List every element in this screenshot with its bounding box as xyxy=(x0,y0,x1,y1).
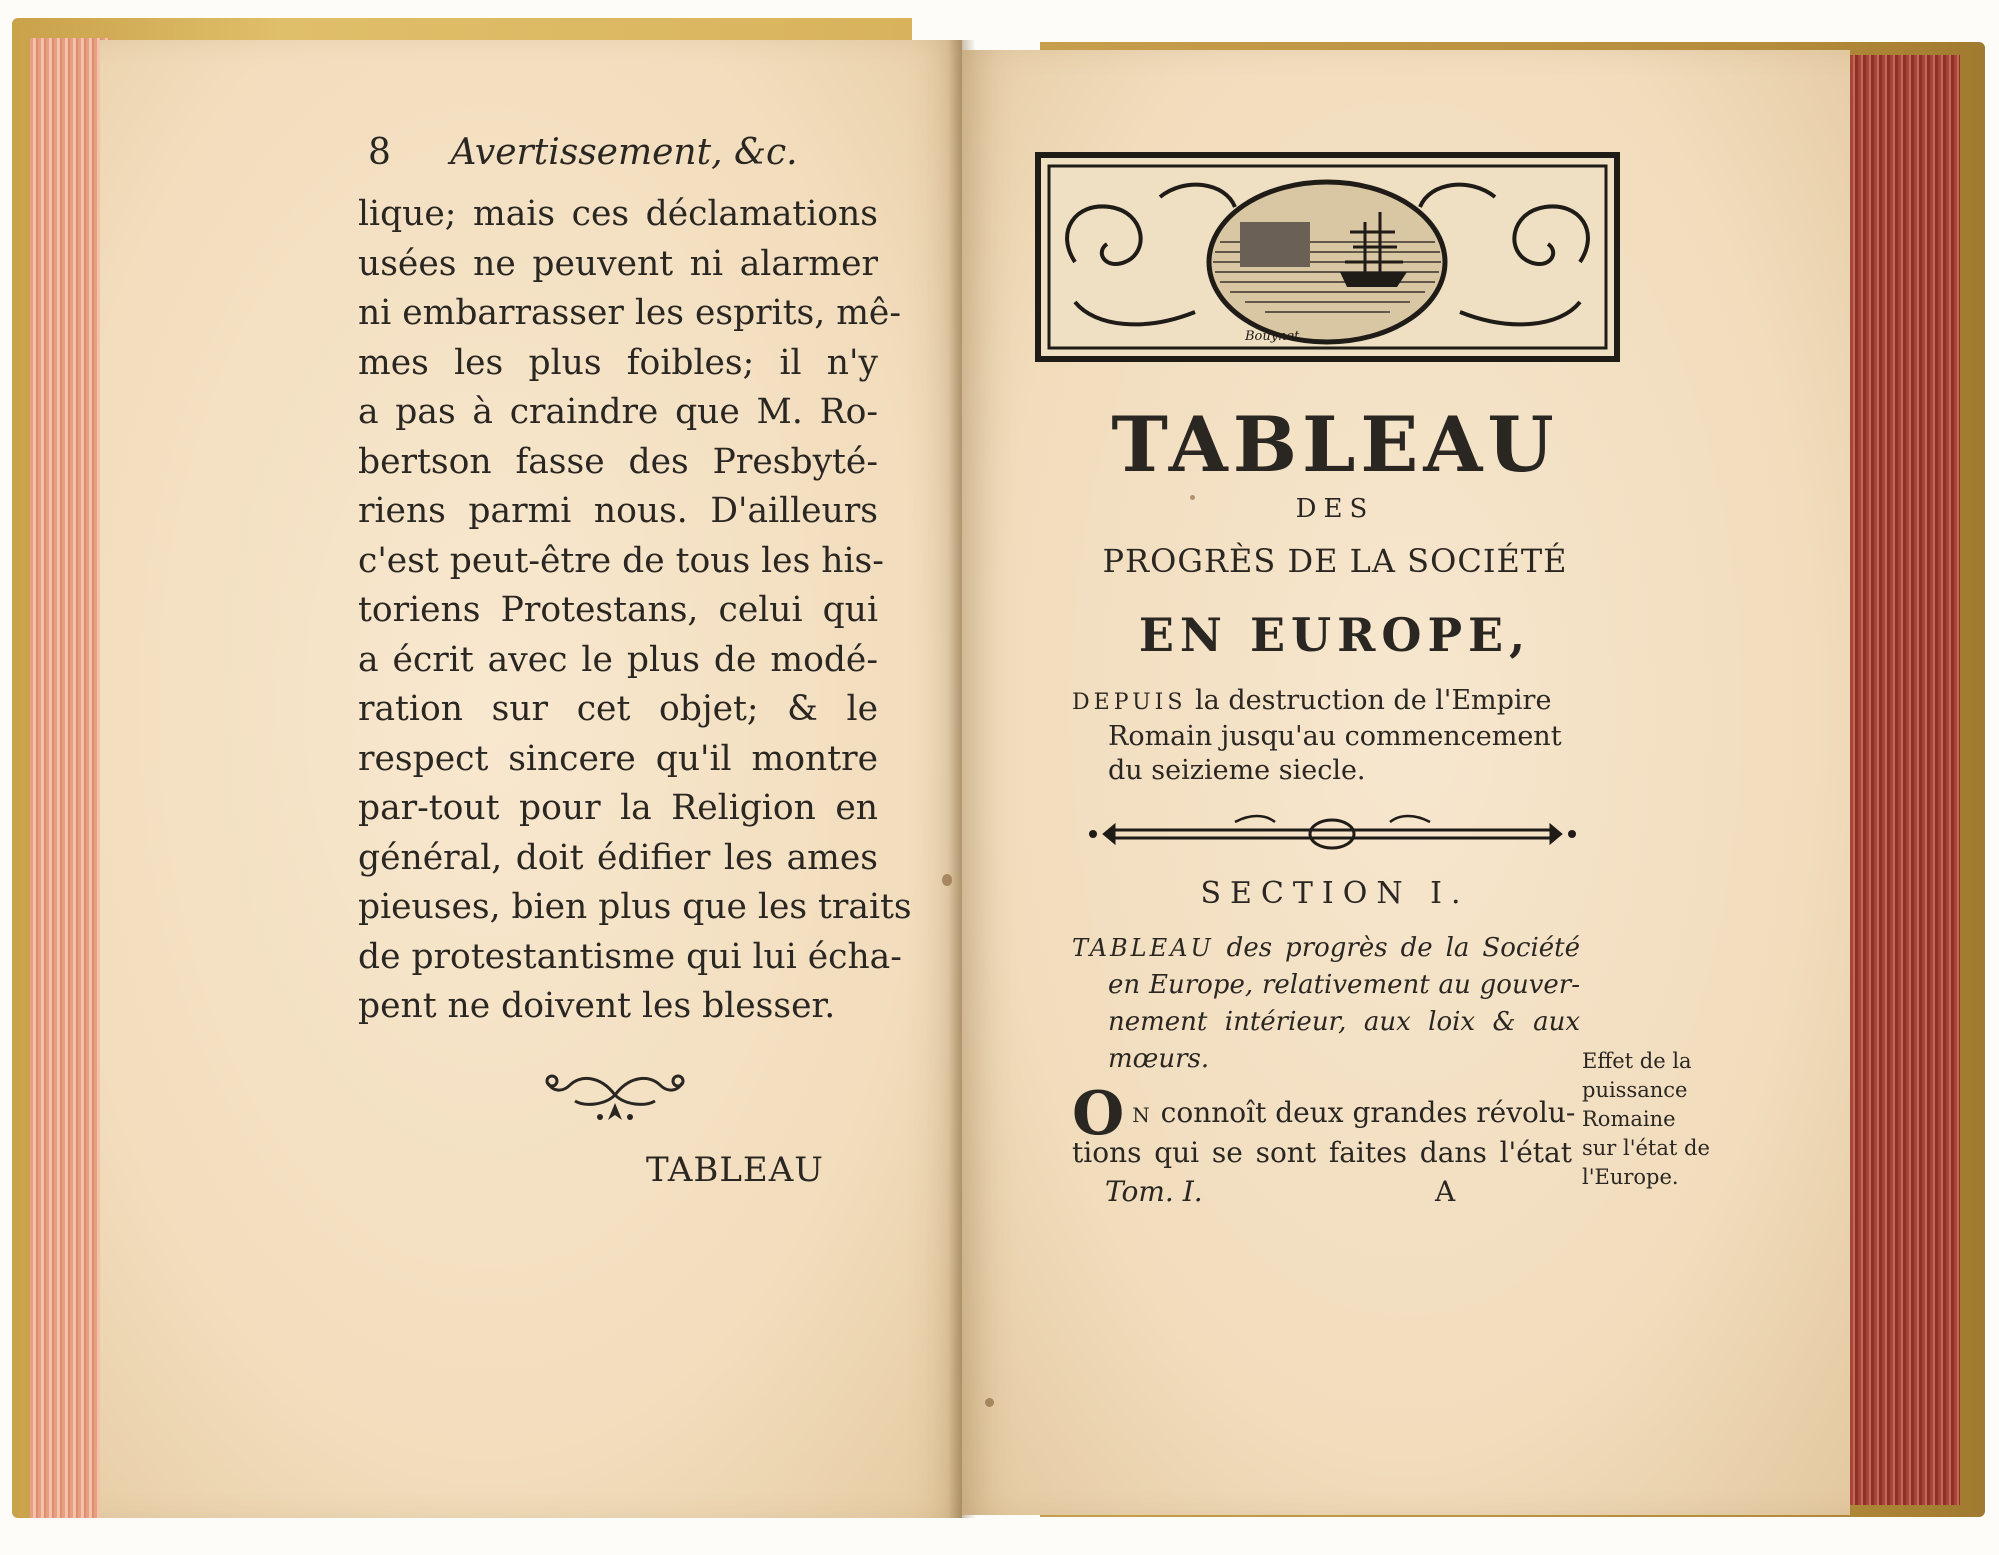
page-number: 8 xyxy=(368,132,391,173)
text-line: mes les plus foibles; il n'y xyxy=(358,342,878,383)
right-page-edges xyxy=(1850,55,1960,1505)
marginal-note-line: Effet de la xyxy=(1582,1049,1692,1073)
engraver-signature: Bouynet xyxy=(1245,329,1300,344)
title-progres: PROGRÈS DE LA SOCIÉTÉ xyxy=(1102,542,1568,580)
foxing-spot xyxy=(942,874,952,886)
subtitle-line: la destruction de l'Empire xyxy=(1186,685,1552,716)
text-line: toriens Protestans, celui qui xyxy=(358,590,878,630)
page-footer xyxy=(1105,1175,1565,1208)
ornamental-rule xyxy=(1085,812,1580,856)
para-cap: N xyxy=(1132,1103,1152,1127)
running-head xyxy=(368,132,798,173)
section-summary-cap: TABLEAU xyxy=(1072,934,1214,962)
marginal-note-line: Romaine xyxy=(1582,1107,1676,1131)
book-title: TABLEAU xyxy=(1111,400,1559,489)
marginal-note-line: l'Europe. xyxy=(1582,1165,1679,1189)
foxing-spot xyxy=(985,1398,994,1407)
signature-mark: A xyxy=(1435,1175,1456,1208)
section-summary-line: en Europe, relativement au gouver- xyxy=(1108,970,1580,1000)
tailpiece-ornament xyxy=(540,1065,690,1130)
para-line: tions qui se sont faites dans l'état xyxy=(1072,1136,1572,1169)
text-line: général, doit édifier les ames xyxy=(358,837,878,878)
text-line: a pas à craindre que M. Ro- xyxy=(358,392,878,432)
text-line: de protestantisme qui lui écha- xyxy=(358,936,902,977)
title-des: DES xyxy=(1295,494,1375,524)
text-line: a écrit avec le plus de modé- xyxy=(358,639,878,680)
text-line: usées ne peuvent ni alarmer xyxy=(358,243,878,284)
left-body-text xyxy=(358,190,912,1032)
drop-cap: O xyxy=(1072,1079,1125,1149)
text-line: respect sincere qu'il montre xyxy=(358,738,878,779)
text-line: pieuses, bien plus que les traits xyxy=(358,887,912,927)
subtitle-line: du seizieme siecle. xyxy=(1108,755,1366,786)
text-line: pent ne doivent les blesser. xyxy=(358,986,836,1026)
text-line: bertson fasse des Presbyté- xyxy=(358,441,878,482)
text-line: par-tout pour la Religion en xyxy=(358,788,878,828)
marginal-note-line: sur l'état de xyxy=(1582,1136,1710,1160)
catchword: TABLEAU xyxy=(646,1150,824,1190)
subtitle-cap: DEPUIS xyxy=(1072,690,1187,715)
subtitle xyxy=(1072,684,1580,788)
marginal-note xyxy=(1582,1047,1732,1192)
text-line: ni embarrasser les esprits, mê- xyxy=(358,293,901,333)
section-summary xyxy=(1072,930,1580,1078)
running-title: Avertissement, &c. xyxy=(450,132,798,173)
section-summary-line: nement intérieur, aux loix & aux xyxy=(1108,1007,1580,1037)
volume-label: Tom. I. xyxy=(1105,1175,1203,1208)
text-line: lique; mais ces déclamations xyxy=(358,194,878,234)
title-europe: EN EUROPE, xyxy=(1138,608,1532,662)
text-line: ration sur cet objet; & le xyxy=(358,689,878,729)
text-line: c'est peut-être de tous les his- xyxy=(358,540,884,581)
text-line: riens parmi nous. D'ailleurs xyxy=(358,491,878,531)
section-summary-line: des progrès de la Société xyxy=(1213,933,1580,963)
subtitle-line: Romain jusqu'au commencement xyxy=(1108,721,1562,752)
engraved-headpiece xyxy=(1035,152,1620,362)
opening-paragraph xyxy=(1072,1079,1576,1172)
section-summary-line: mœurs. xyxy=(1108,1044,1210,1074)
foxing-spot xyxy=(1190,495,1195,500)
section-heading: SECTION I. xyxy=(1200,876,1470,911)
marginal-note-line: puissance xyxy=(1582,1078,1688,1102)
para-line: connoît deux grandes révolu- xyxy=(1151,1096,1576,1129)
left-page-edges xyxy=(30,38,110,1518)
